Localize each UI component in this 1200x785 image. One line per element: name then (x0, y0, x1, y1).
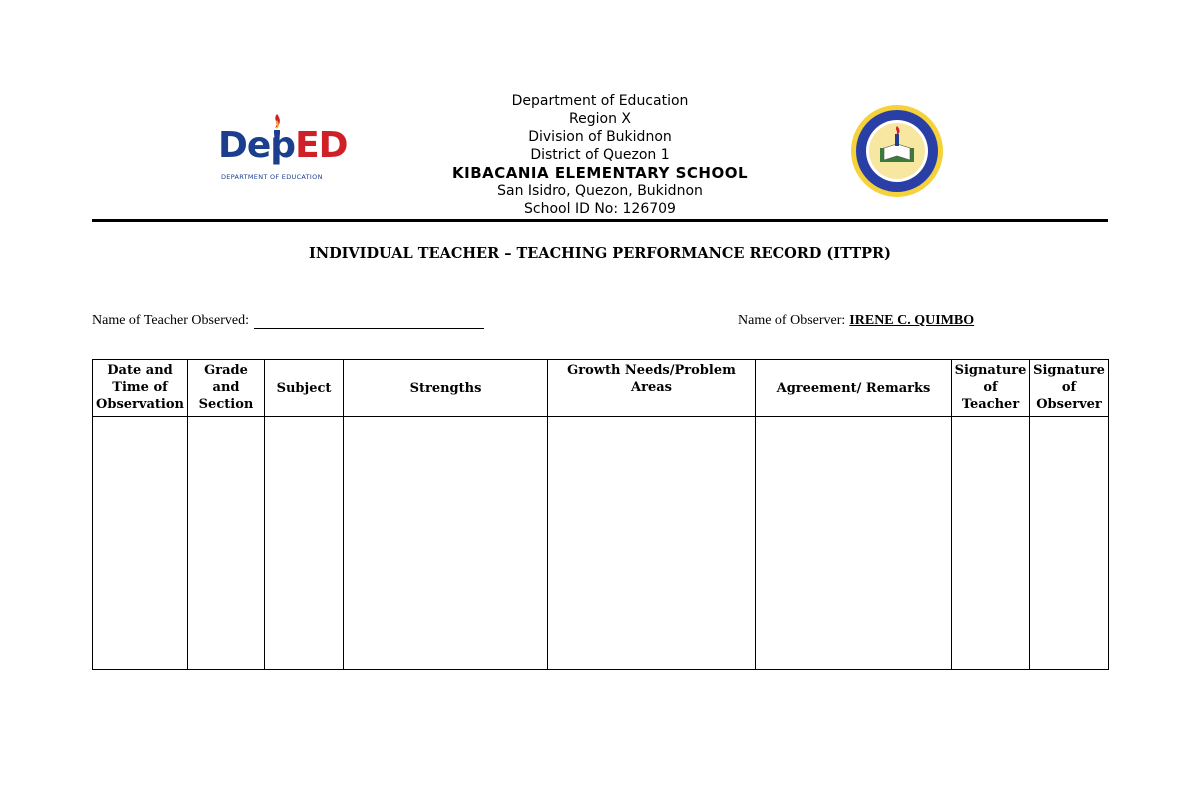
deped-wordmark: DepED (218, 125, 348, 166)
cell-signature-observer[interactable] (1030, 417, 1109, 670)
header-line-region: Region X (569, 111, 631, 127)
table-header-row (93, 360, 1109, 417)
header-line-division: Division of Bukidnon (528, 129, 672, 145)
cell-growth-needs[interactable] (548, 417, 756, 670)
col-date-time: Date and Time of Observation (93, 360, 188, 417)
col-agreement-remarks: Agreement/ Remarks (756, 360, 952, 417)
document-title: INDIVIDUAL TEACHER – TEACHING PERFORMANCE RECORD (ITTPR) (309, 245, 891, 262)
observer-label: Name of Observer: (738, 313, 846, 328)
teacher-observed-field (92, 313, 484, 329)
school-id: School ID No: 126709 (524, 201, 676, 217)
header-line-district: District of Quezon 1 (530, 147, 670, 163)
col-growth-needs: Growth Needs/Problem Areas (548, 360, 756, 417)
col-signature-observer: Signature of Observer (1030, 360, 1109, 417)
performance-record-table (92, 359, 1109, 670)
cell-grade-section[interactable] (188, 417, 265, 670)
cell-date-time[interactable] (93, 417, 188, 670)
school-name: KIBACANIA ELEMENTARY SCHOOL (451, 164, 749, 182)
col-signature-teacher: Signature of Teacher (952, 360, 1030, 417)
header-line-department: Department of Education (511, 93, 689, 109)
school-seal-icon (850, 104, 944, 198)
deped-subtitle: DEPARTMENT OF EDUCATION (221, 173, 323, 181)
col-subject: Subject (265, 360, 344, 417)
table-row (93, 417, 1109, 670)
cell-agreement-remarks[interactable] (756, 417, 952, 670)
col-grade-section: Grade and Section (188, 360, 265, 417)
school-address: San Isidro, Quezon, Bukidnon (497, 183, 703, 199)
teacher-observed-label: Name of Teacher Observed: (92, 313, 249, 328)
col-strengths: Strengths (344, 360, 548, 417)
observer-field (738, 313, 974, 329)
cell-signature-teacher[interactable] (952, 417, 1030, 670)
letterhead (0, 92, 1200, 218)
cell-strengths[interactable] (344, 417, 548, 670)
observer-name: IRENE C. QUIMBO (849, 313, 975, 328)
cell-subject[interactable] (265, 417, 344, 670)
header-rule (92, 219, 1108, 222)
teacher-observed-blank[interactable] (254, 314, 484, 329)
